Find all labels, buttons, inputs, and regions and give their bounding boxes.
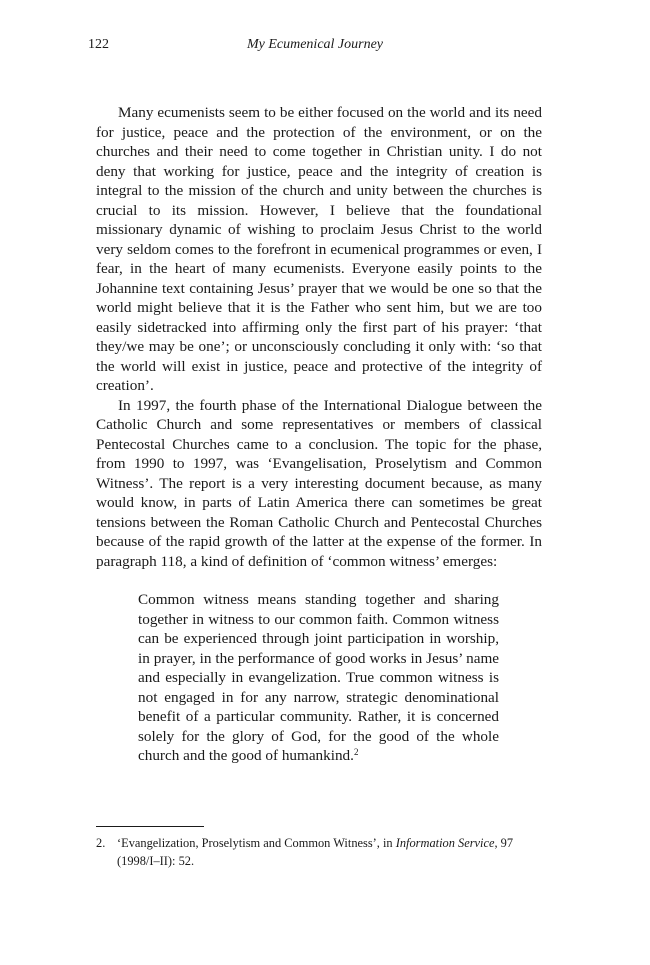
block-quote	[138, 590, 499, 766]
footnote-text	[117, 834, 542, 870]
block-quote-text: Common witness means standing together and sharing together in witness to our common faith. Common witness can be experienced through joint participation in worship, in prayer, in the performance of good works in Jesus’ name and especially in evangelization. True common witness is not engaged in for any narrow, strategic denominational benefit of a particular community. Rather, it is concerned solely for the glory of God, for the good of the whole church and the good of humankind.	[138, 591, 499, 764]
footnote-text-part: ‘Evangelization, Proselytism and Common Witness’, in	[117, 836, 396, 850]
paragraph: Many ecumenists seem to be either focused on the world and its need for justice, peace and the protection of the environment, or on the churches and their need to come together in Christian unity. I do not deny that working for justice, peace and the integrity of creation is integral to the mission of the church and unity between the churches is crucial to its mission. However, I believe that the foundational missionary dynamic of wishing to proclaim Jesus Christ to the world very seldom comes to the forefront in ecumenical programmes or even, I fear, in the heart of many ecumenists. Everyone easily points to the Johannine text containing Jesus’ prayer that we would be one so that the world might believe that it is the Father who sent him, but we are too easily sidetracked into affirming only the first part of his prayer: ‘that they/we may be one’; or unconsciously concluding it only with: ‘so that the world will exist in justice, peace and protective of the integrity of creation’.	[96, 104, 542, 394]
paragraph: In 1997, the fourth phase of the International Dialogue between the Catholic Church and some representatives or members of classical Pentecostal Churches came to a conclusion. The topic for the phase, from 1990 to 1997, was ‘Evangelisation, Proselytism and Common Witness’. The report is a very interesting document because, as many would know, in parts of Latin America there can sometimes be great tensions between the Roman Catholic Church and Pentecostal Churches because of the rapid growth of the latter at the expense of the former. In paragraph 118, a kind of definition of ‘common witness’ emerges:	[96, 396, 542, 570]
footnote-reference[interactable]: 2	[353, 747, 359, 757]
page-number: 122	[88, 37, 109, 52]
footnote-text-part: , 97 (1998/I–II): 52.	[117, 836, 514, 868]
running-title: My Ecumenical Journey	[246, 37, 384, 52]
footnote-number: 2.	[96, 836, 106, 850]
main-text	[96, 103, 542, 766]
footnote-source-title: Information Service	[395, 836, 495, 850]
footnote	[96, 834, 542, 870]
page-header	[88, 37, 542, 55]
footnote-divider	[96, 826, 204, 827]
